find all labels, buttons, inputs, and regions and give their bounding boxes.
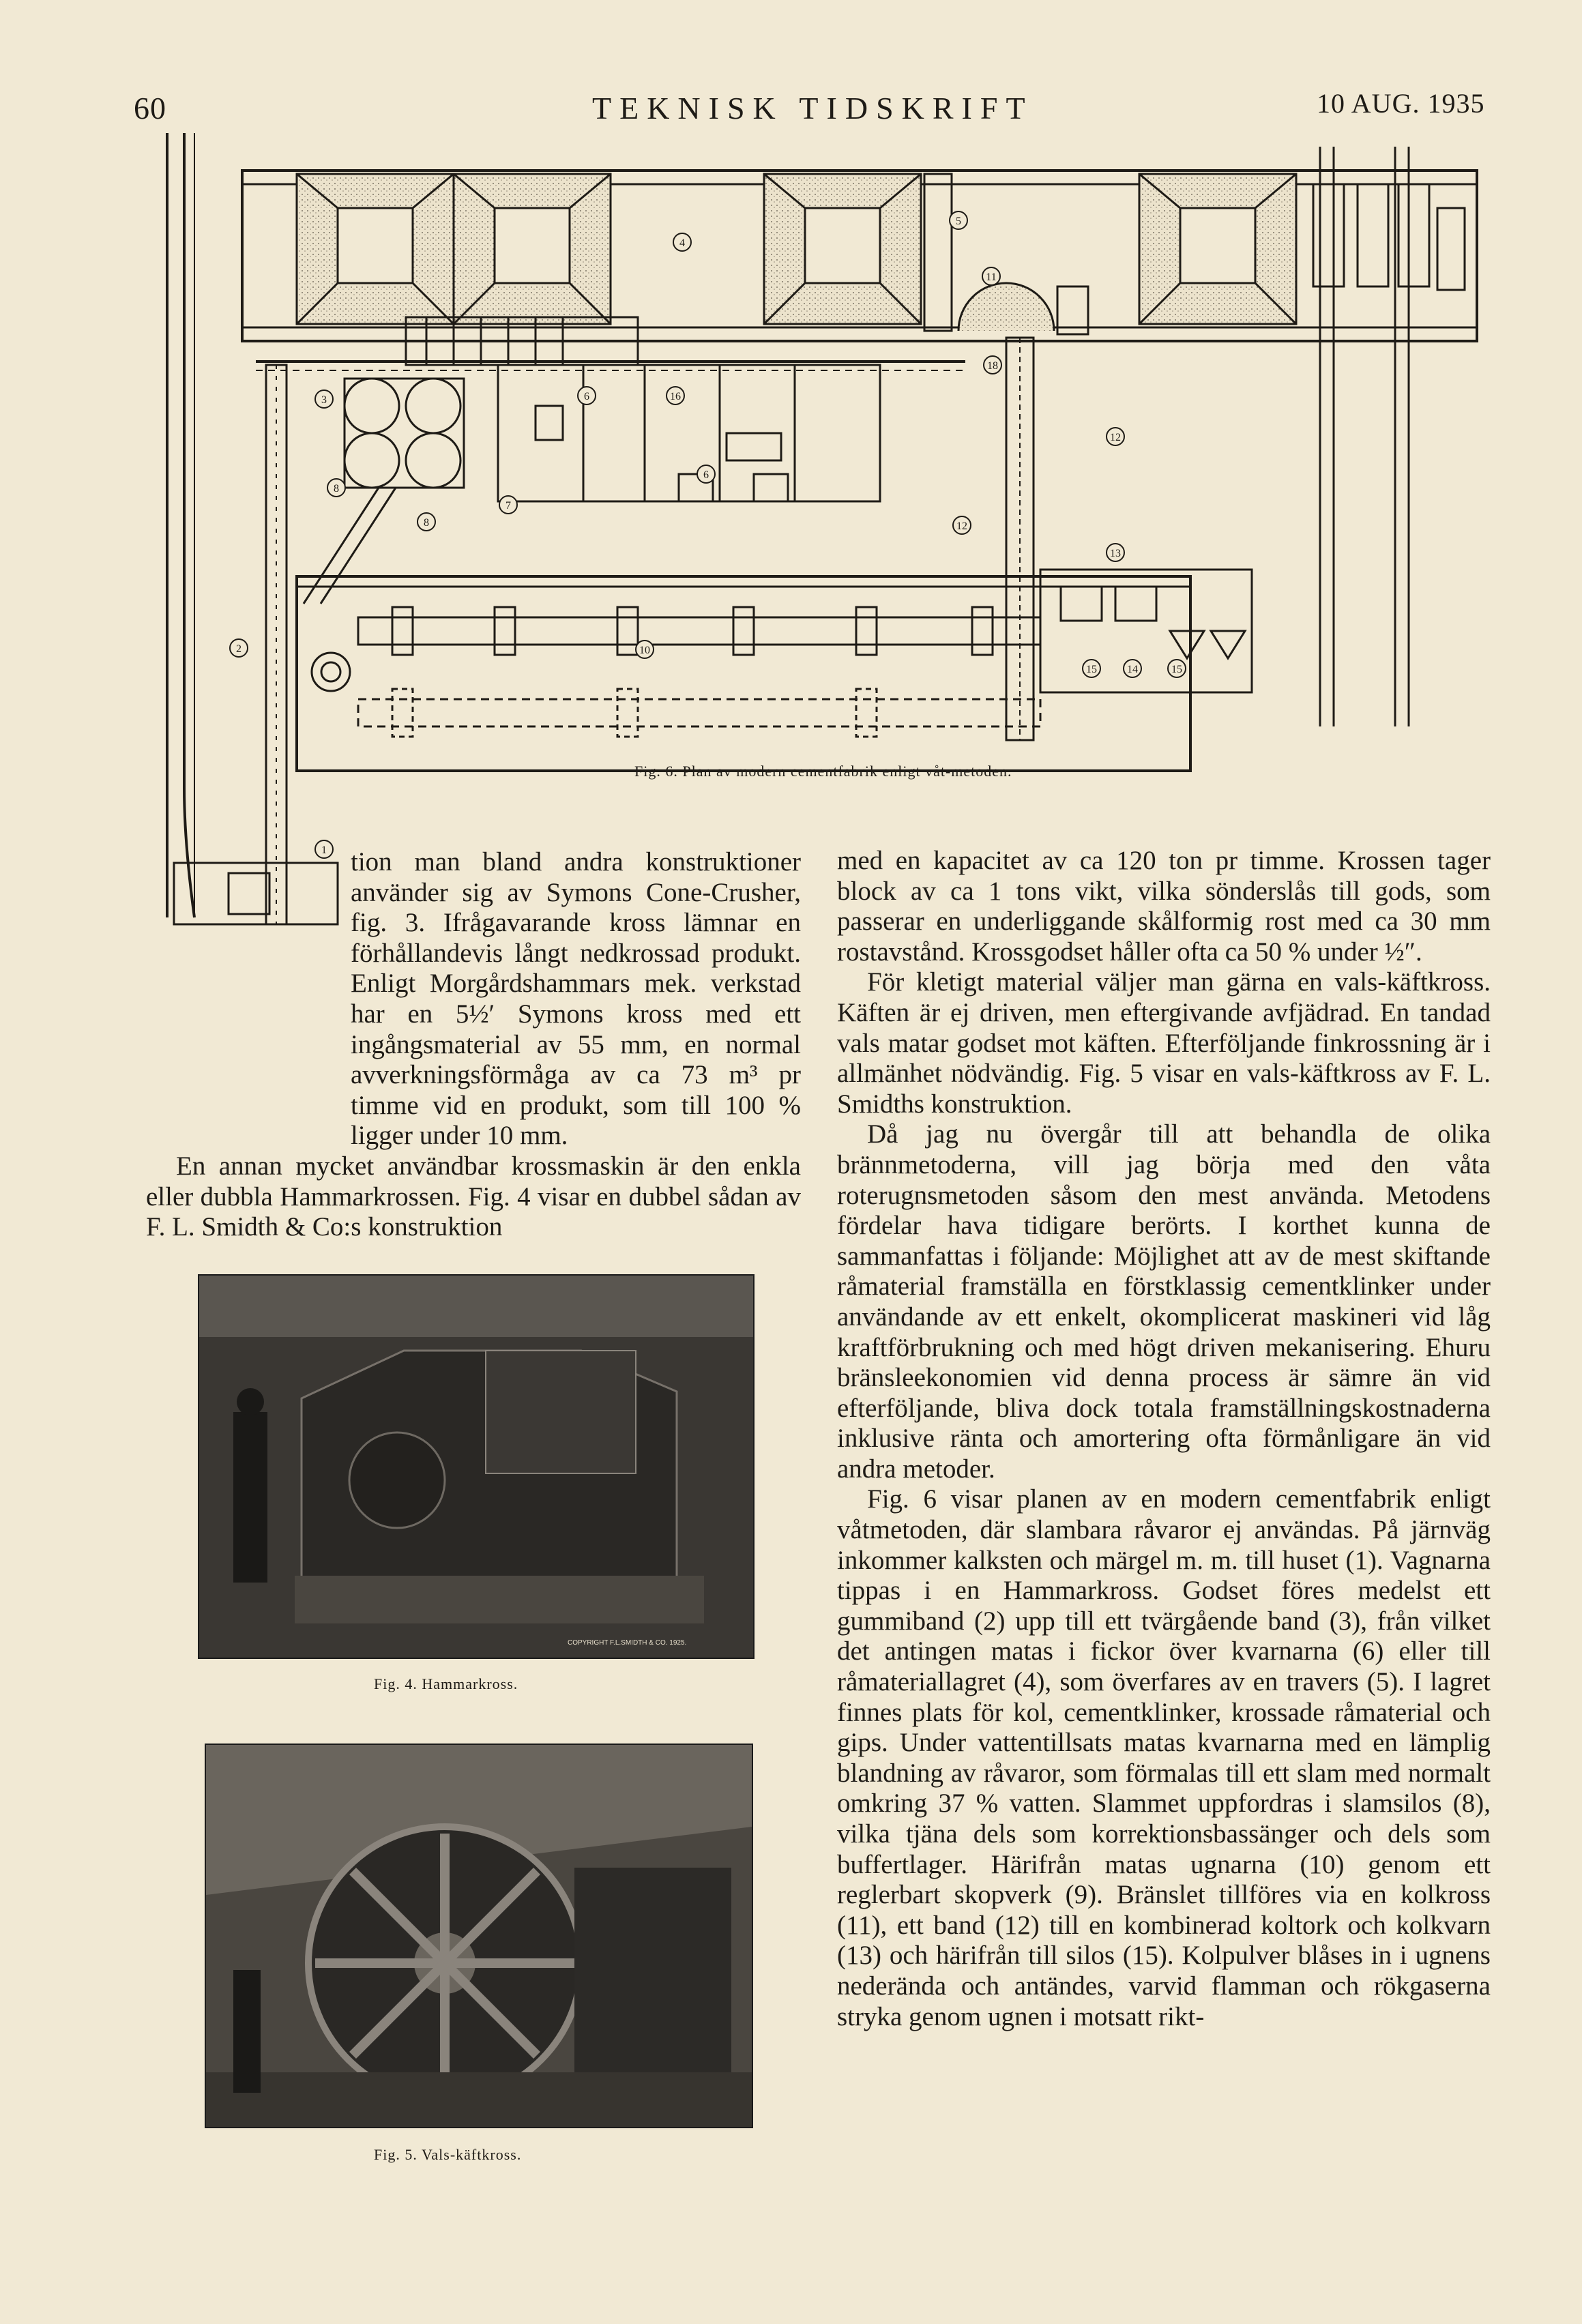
fig6-callout: 14 — [1127, 664, 1138, 675]
right-paragraph: med en kapacitet av ca 120 ton pr timme. Krossen tager block av ca 1 tons vikt, vilka sönderslås till gods, som passerar en underliggande skålformig rost med ca 30 mm rostavstånd. Krossgodset håller ofta ca 50 % under ½″. — [837, 846, 1491, 967]
fig6-callout: 8 — [424, 517, 429, 529]
fig6-callout: 5 — [956, 216, 961, 227]
issue-date: 10 AUG. 1935 — [1317, 88, 1485, 119]
fig6-callout: 18 — [987, 360, 998, 372]
fig6-callout: 13 — [1110, 548, 1121, 559]
fig6-callout: 10 — [639, 645, 650, 656]
left-column-text — [146, 847, 801, 1243]
fig4-caption: Fig. 4. Hammarkross. — [374, 1675, 518, 1692]
fig5-vals-kaftkross-photo — [205, 1744, 753, 2128]
fig6-callout: 6 — [584, 391, 589, 402]
left-paragraph: tion man bland andra konstruktioner använder sig av Symons Cone-Crusher, fig. 3. Ifrågavarande kross lämnar en förhållandevis långt nedkrossad produkt. Enligt Morgårdshammars mek. verkstad har en 5½′ Symons kross med ett ingångsmaterial av 55 mm, en normal avverkningsförmåga av ca 73 m³ pr timme vid en produkt, som till 100 % ligger under 10 mm. — [351, 847, 801, 1151]
right-paragraph: Då jag nu övergår till att behandla de olika brännmetoderna, vill jag börja med den våta roterugnsmetoden såsom den mest använda. Metodens fördelar hava tidigare berörts. I korthet kunna de sammanfattas i följande: Möjlighet att av de mest skiftande råmaterial framställa en förstklassig cementklinker under användande av ett enkelt, okomplicerat maskineri vid låg kraftförbrukning och med högt driven mekanisering. Ehuru bränsleekonomien vid denna process är sämre än vid efterföljande, bliva dock totala framställningskostnaderna inklusive ränta och amortering ofta förmånligare än vid andra metoder. — [837, 1119, 1491, 1484]
fig6-callout: 12 — [1110, 432, 1121, 443]
fig6-callout: 15 — [1171, 664, 1182, 675]
fig5-caption: Fig. 5. Vals-käftkross. — [374, 2146, 522, 2163]
fig6-caption: Fig. 6. Plan av modern cementfabrik enligt våt-metoden. — [634, 763, 1012, 780]
fig6-callout: 8 — [334, 483, 339, 495]
journal-title: TEKNISK TIDSKRIFT — [592, 91, 1034, 126]
fig4-hammarkross-photo — [198, 1274, 755, 1659]
fig6-callout: 15 — [1086, 664, 1097, 675]
page-number: 60 — [134, 91, 166, 126]
fig6-callout: 7 — [506, 500, 511, 512]
fig6-callout: 3 — [321, 394, 327, 406]
fig6-callout: 4 — [679, 237, 685, 249]
fig6-callout: 11 — [986, 271, 997, 283]
fig6-callout: 16 — [670, 391, 681, 402]
fig6-callout: 2 — [236, 643, 241, 655]
fig6-callout: 1 — [321, 844, 327, 856]
left-paragraph: En annan mycket användbar krossmaskin är den enkla eller dubbla Hammarkrossen. Fig. 4 visar en dubbel sådan av F. L. Smidth & Co:s konstruktion — [146, 1151, 801, 1242]
fig6-callout: 12 — [956, 520, 967, 532]
right-paragraph: Fig. 6 visar planen av en modern cementfabrik enligt våtmetoden, där slambara råvaror ej användas. På järnväg inkommer kalksten och märgel m. m. till huset (1). Vagnarna tippas i en Hammarkross. Godset föres medelst ett gummiband (2) upp till ett tvärgående band (3), från vilket det antingen matas i fickor över kvarnarna (6) eller till råmateriallagret (4), som överfares av en travers (5). I lagret finnes plats för kol, cementklinker, krossade råmaterial och gips. Under vattentillsats matas kvarnarna med en lämplig blandning av råvaror, som förmalas till ett slam med normalt omkring 37 % vatten. Slammet uppfordras i slamsilos (8), vilka tjäna dels som korrektionsbassänger och dels som buffertlager. Härifrån matas ugnarna (10) genom ett reglerbart skopverk (9). Bränslet tillföres via en kolkross (11), ett band (12) till en kombinerad koltork och kolkvarn (13) och härifrån till silos (15). Kolpulver blåses in i ugnens nederända och antändes, varvid flamman och rökgaserna stryka genom ugnen i motsatt rikt- — [837, 1484, 1491, 2031]
right-column-text — [837, 846, 1491, 2032]
fig6-callout: 6 — [703, 469, 709, 481]
fig4-photo-credit: COPYRIGHT F.L.SMIDTH & CO. 1925. — [568, 1639, 687, 1647]
right-paragraph: För kletigt material väljer man gärna en vals-käftkross. Käften är ej driven, men eftergivande avfjädrad. En tandad vals matar godset mot käften. Efterföljande finkrossning är i allmänhet nödvändig. Fig. 5 visar en vals-käftkross av F. L. Smidths konstruktion. — [837, 967, 1491, 1119]
